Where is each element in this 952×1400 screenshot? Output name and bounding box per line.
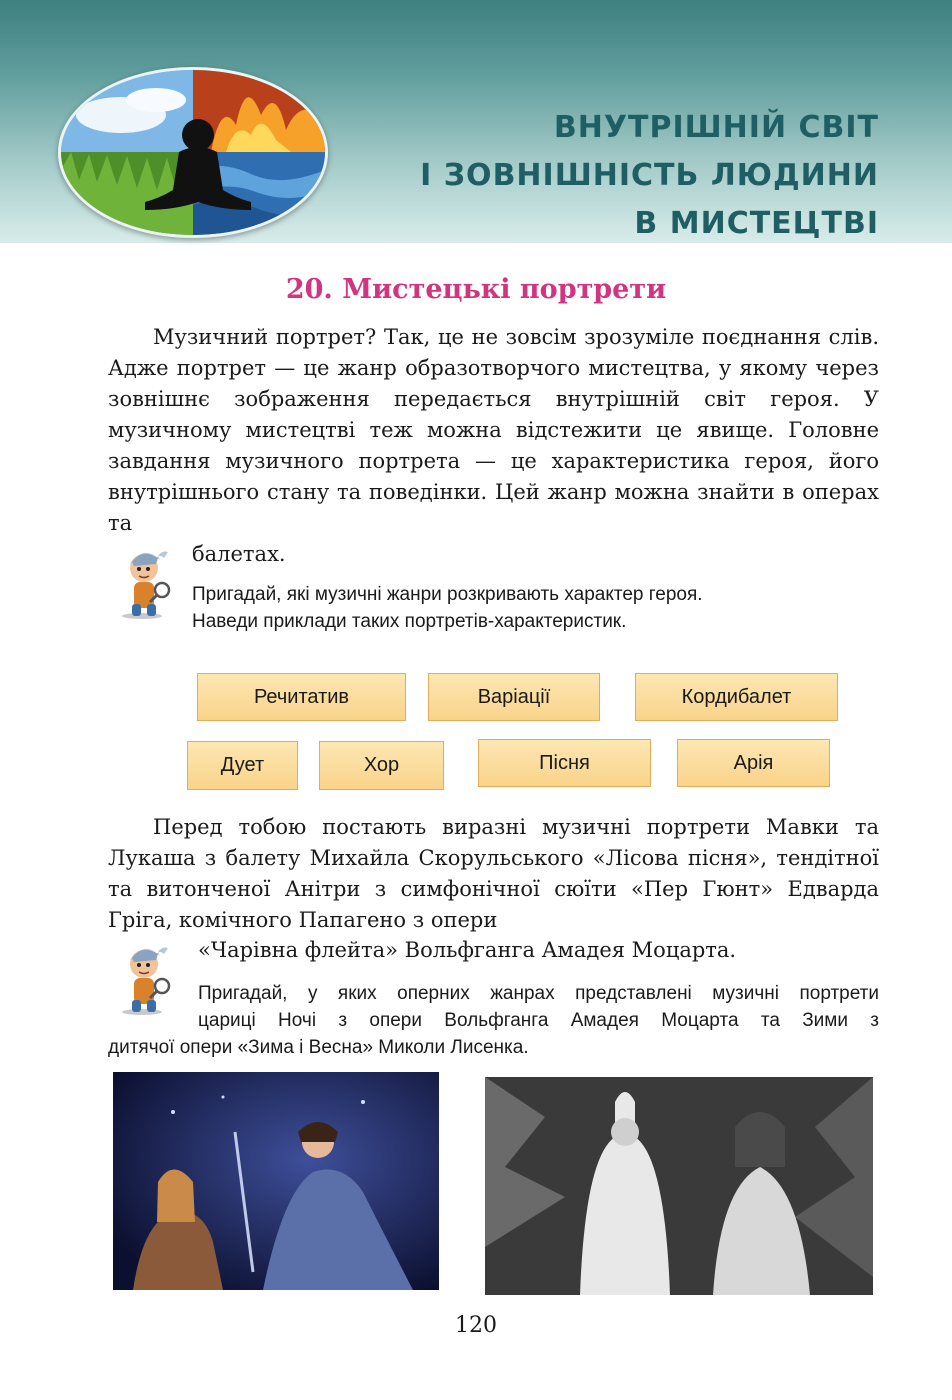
opera-stage-photo — [113, 1072, 439, 1290]
reflection-prompt-2 — [198, 980, 879, 1034]
reflection-prompt-2-line-1: Пригадай, у яких оперних жанрах представлені музичні портрети — [198, 983, 879, 1004]
genre-card-duet: Дует — [187, 741, 298, 790]
reflection-prompt-2-line-3: дитячої опери «Зима і Весна» Миколи Лисенка. — [108, 1037, 529, 1058]
genre-card-song: Пісня — [478, 739, 651, 787]
chapter-title — [420, 104, 879, 248]
genre-card-variations: Варіації — [428, 673, 600, 721]
paragraph-1-body: Музичний портрет? Так, це не зовсім зрозуміле поєднання слів. Адже портрет — це жанр образотворчого мистецтва, у якому через зовнішнє зображення передається внутрішній світ героя. У музичному мистецтві теж можна відстежити це явище. Головне завдання музичного портрета — це характеристика героя, його внутрішнього стану та поведінки. Цей жанр можна знайти в операх та — [108, 325, 879, 535]
chapter-title-line-1: ВНУТРІШНІЙ СВІТ — [553, 110, 879, 145]
genre-card-aria: Арія — [677, 739, 830, 787]
paragraph-2-tail: «Чарівна флейта» Вольфганга Амадея Моцарта. — [198, 938, 737, 962]
winter-film-photo — [485, 1077, 873, 1295]
chapter-title-line-3: В МИСТЕЦТВІ — [634, 206, 879, 241]
page-number: 120 — [455, 1313, 497, 1338]
reflection-prompt-2-line-2: цариці Ночі з опери Вольфганга Амадея Моцарта та Зими з — [198, 1010, 879, 1031]
genre-card-choir: Хор — [319, 741, 444, 790]
thinking-mascot-icon — [112, 542, 176, 620]
thinking-mascot-icon — [112, 938, 176, 1016]
reflection-prompt-1 — [192, 581, 703, 635]
lesson-title: 20. Мистецькі портрети — [285, 274, 667, 305]
reflection-prompt-1-line-1: Пригадай, які музичні жанри розкривають характер героя. — [192, 584, 703, 605]
chapter-header — [0, 0, 952, 243]
paragraph-1-tail: балетах. — [192, 542, 286, 566]
paragraph-2 — [108, 812, 879, 936]
genre-card-corps-de-ballet: Кордибалет — [635, 673, 838, 721]
reflection-prompt-1-line-2: Наведи приклади таких портретів-характеристик. — [192, 611, 627, 632]
paragraph-1 — [108, 322, 879, 539]
chapter-title-line-2: І ЗОВНІШНІСТЬ ЛЮДИНИ — [420, 158, 879, 193]
genre-card-recitative: Речитатив — [197, 673, 406, 721]
elements-meditation-image — [58, 67, 328, 238]
paragraph-2-body: Перед тобою постають виразні музичні портрети Мавки та Лукаша з балету Михайла Скорульського «Лісова пісня», тендітної та витонченої Анітри з симфонічної сюїти «Пер Гюнт» Едварда Гріга, комічного Папагено з опери — [108, 815, 879, 932]
